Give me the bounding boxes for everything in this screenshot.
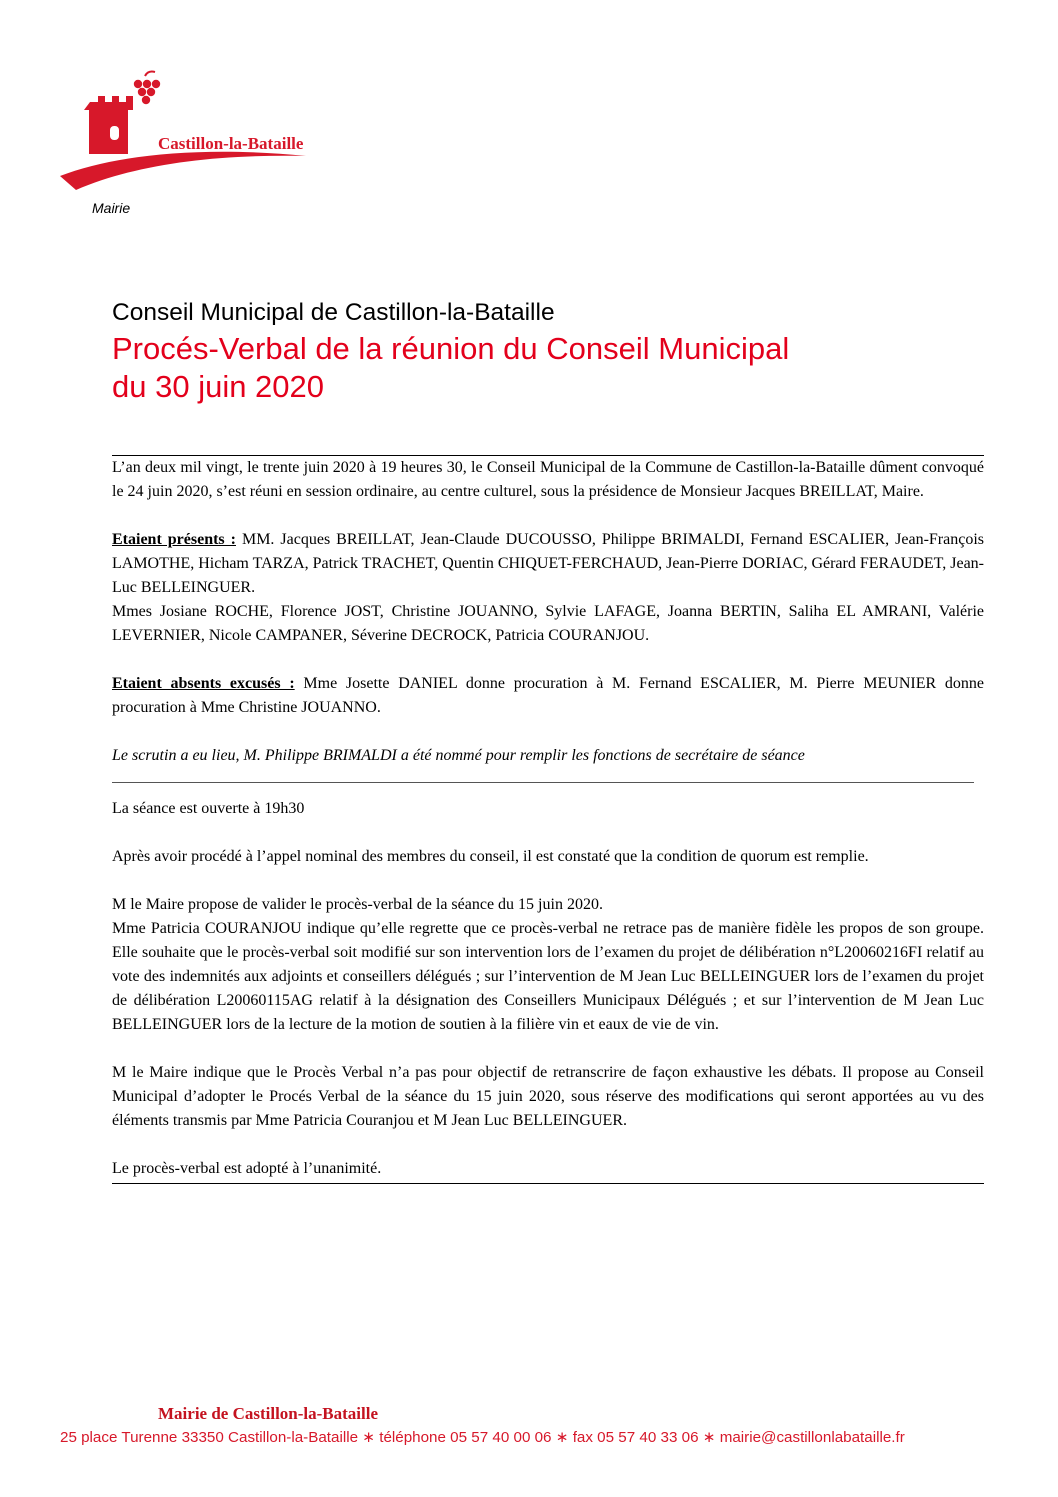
quorum-paragraph: Après avoir procédé à l’appel nominal des membres du conseil, il est constaté que la condition de quorum est remplie. (112, 848, 869, 865)
intro-paragraph: L’an deux mil vingt, le trente juin 2020 à 19 heures 30, le Conseil Municipal de la Commune de Castillon-la-Bataille dûment convoqué le 24 juin 2020, s’est réuni en session ordinaire, au centre culturel, sous la présidence de Monsieur Jacques BREILLAT, Maire. (112, 459, 984, 500)
maire-reply-paragraph: M le Maire indique que le Procès Verbal n’a pas pour objectif de retranscrire de façon exhaustive les débats. Il propose au Conseil Municipal d’adopter le Procés Verbal de la séance du 15 juin 2020, sous réserve des modifications qui seront apportées au vu des éléments transmis par Mme Patricia Couranjou et M Jean Luc BELLEINGUER. (112, 1064, 984, 1129)
validate-paragraph: M le Maire propose de valider le procès-verbal de la séance du 15 juin 2020. (112, 896, 603, 913)
logo-subtitle: Mairie (92, 200, 131, 216)
castillon-logo (56, 68, 386, 228)
footer-separator: ∗ (358, 1429, 380, 1446)
absent-label: Etaient absents excusés : (112, 675, 295, 692)
adopted-paragraph: Le procès-verbal est adopté à l’unanimité. (112, 1160, 382, 1177)
organization-title: Conseil Municipal de Castillon-la-Bataille (112, 299, 555, 326)
present-men: MM. Jacques BREILLAT, Jean-Claude DUCOUSSO, Philippe BRIMALDI, Fernand ESCALIER, Jean-François LAMOTHE, Hicham TARZA, Patrick TRACHET, Quentin CHIQUET-FERCHAUD, Jean-Pierre DORIAC, Gérard FERAUDET, Jean-Luc BELLEINGUER. (112, 531, 985, 596)
present-label: Etaient présents : (112, 531, 236, 548)
footer-address: 25 place Turenne 33350 Castillon-la-Bataille (60, 1429, 359, 1446)
document-heading (112, 296, 992, 406)
document-title-line2: du 30 juin 2020 (112, 369, 325, 404)
footer-title: Mairie de Castillon-la-Bataille (158, 1404, 379, 1423)
absent-paragraph (112, 672, 984, 720)
footer-separator: ∗ (551, 1429, 573, 1446)
footer-separator: ∗ (698, 1429, 720, 1446)
divider-middle (112, 782, 974, 783)
divider-bottom (112, 1183, 984, 1184)
scrutin-paragraph: Le scrutin a eu lieu, M. Philippe BRIMALDI a été nommé pour remplir les fonctions de secrétaire de séance (112, 747, 805, 764)
present-paragraph (112, 528, 984, 600)
document-title-line1: Procés-Verbal de la réunion du Conseil Municipal (112, 331, 790, 366)
footer-fax: fax 05 57 40 33 06 (572, 1429, 699, 1446)
footer-contact-line (60, 1428, 960, 1446)
minutes-body (112, 455, 984, 1184)
footer-email: mairie@castillonlabataille.fr (719, 1429, 905, 1446)
present-women: Mmes Josiane ROCHE, Florence JOST, Christine JOUANNO, Sylvie LAFAGE, Joanna BERTIN, Saliha EL AMRANI, Valérie LEVERNIER, Nicole CAMPANER, Séverine DECROCK, Patricia COURANJOU. (112, 603, 984, 644)
couranjou-paragraph: Mme Patricia COURANJOU indique qu’elle regrette que ce procès-verbal ne retrace pas de manière fidèle les propos de son groupe. Elle souhaite que le procès-verbal soit modifié sur son intervention lors de l’examen du projet de délibération n°L20060216FI relatif au vote des indemnités aux adjoints et conseillers délégués ; sur l’intervention de M Jean Luc BELLEINGUER lors de l’examen du projet de délibération L20060115AG relatif à la désignation des Conseillers Municipaux Délégués ; et sur l’intervention de M Jean Luc BELLEINGUER lors de la lecture de la motion de soutien à la filière vin et eaux de vie de vin. (112, 920, 984, 1033)
logo-town-name: Castillon-la-Bataille (158, 134, 304, 153)
absent-text: Mme Josette DANIEL donne procuration à M. Fernand ESCALIER, M. Pierre MEUNIER donne procuration à Mme Christine JOUANNO. (112, 675, 985, 716)
opening-paragraph: La séance est ouverte à 19h30 (112, 800, 305, 817)
footer-phone: téléphone 05 57 40 00 06 (379, 1429, 552, 1446)
